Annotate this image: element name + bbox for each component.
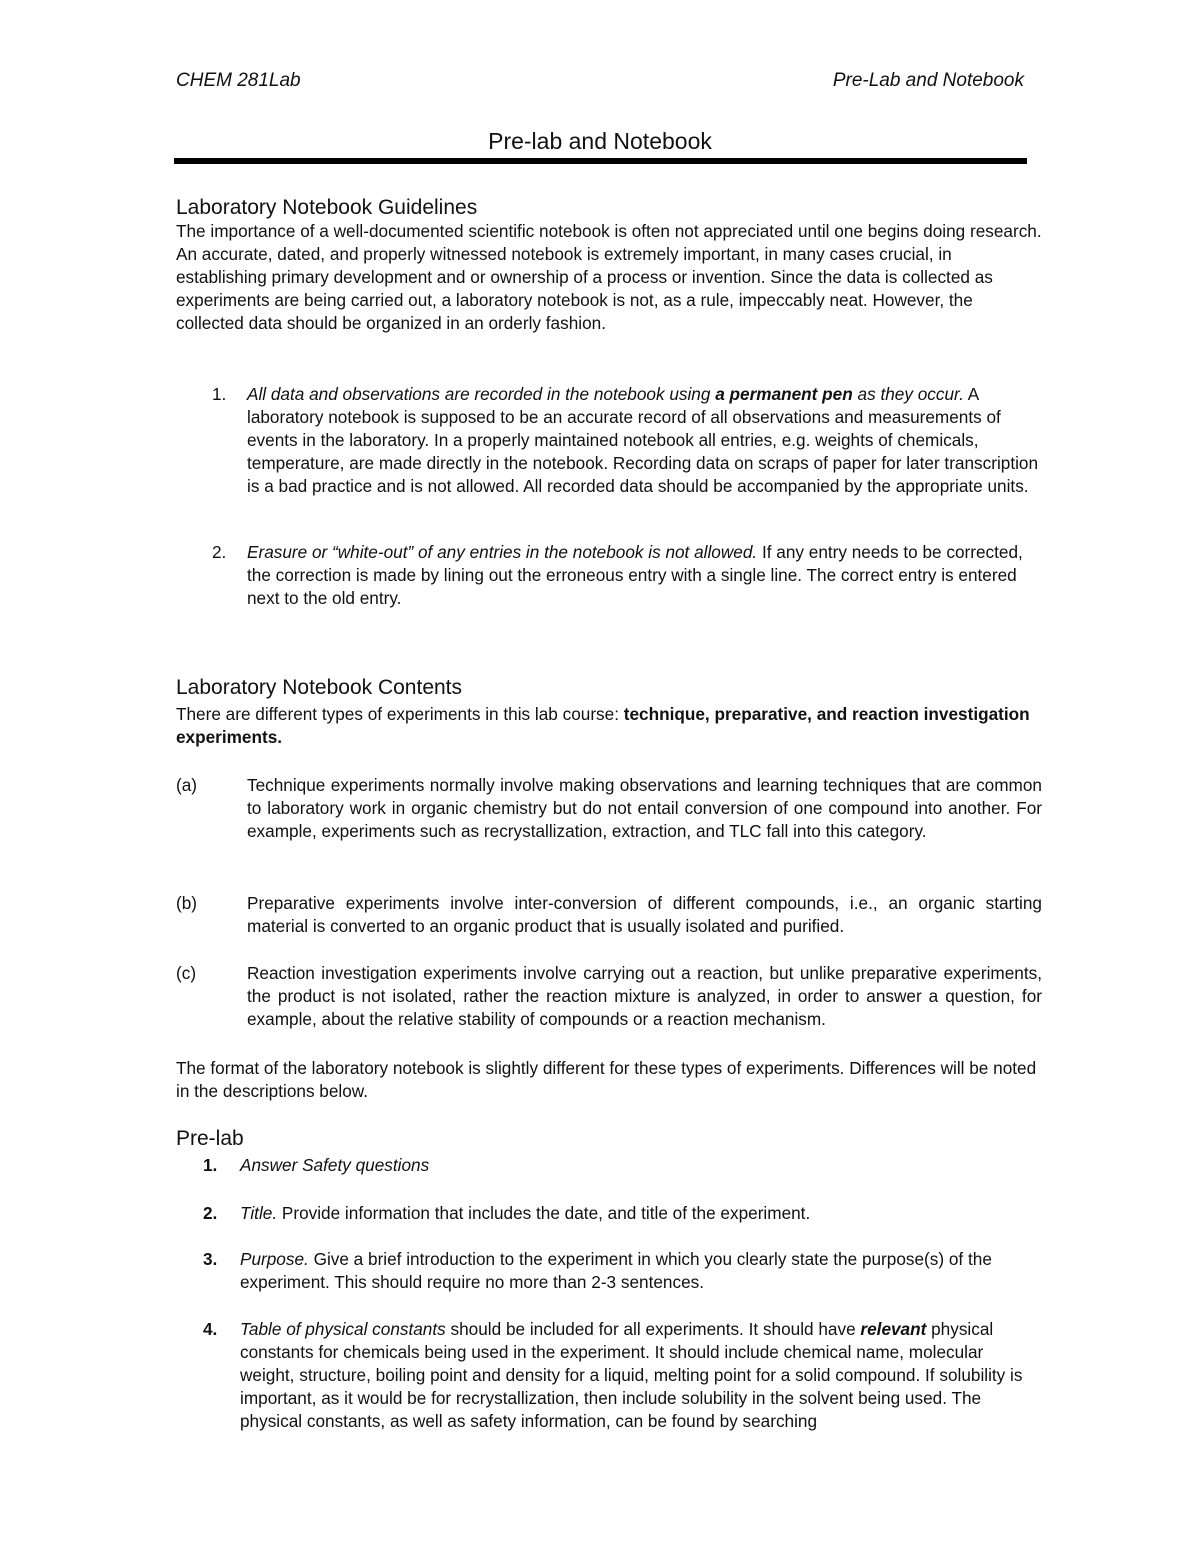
guideline-1-number: 1.	[212, 384, 227, 404]
prelab-item-4-text	[240, 1318, 1042, 1433]
prelab-item-2-lead: Title.	[240, 1203, 278, 1223]
guideline-1-text	[247, 383, 1042, 498]
prelab-item-3-lead: Purpose.	[240, 1249, 309, 1269]
contents-item-a-label: (a)	[176, 775, 198, 795]
prelab-item-4-bold: relevant	[860, 1319, 927, 1339]
prelab-item-2-rest: Provide information that includes the date, and title of the experiment.	[277, 1203, 811, 1223]
contents-intro	[176, 703, 1042, 749]
prelab-item-4-mid: should be included for all experiments. It should have	[445, 1319, 861, 1339]
guideline-2-text	[247, 541, 1042, 610]
prelab-item-1-lead: Answer Safety questions	[240, 1155, 430, 1175]
contents-closing: The format of the laboratory notebook is slightly different for these types of experiments. Differences will be noted in the descriptions below.	[176, 1058, 1037, 1101]
contents-item-b-label: (b)	[176, 893, 198, 913]
contents-heading: Laboratory Notebook Contents	[176, 676, 463, 699]
guideline-2-number: 2.	[212, 542, 227, 562]
prelab-item-1-text	[240, 1154, 1042, 1177]
page-title: Pre-lab and Notebook	[488, 128, 712, 154]
guideline-2-rest: If any entry needs to be corrected, the correction is made by lining out the erroneous entry with a single line. The correct entry is entered next to the old entry.	[247, 542, 1023, 608]
prelab-item-2-text	[240, 1202, 1042, 1225]
guideline-1-rest: A laboratory notebook is supposed to be an accurate record of all observations and measurements of events in the laboratory. In a properly maintained notebook all entries, e.g. weights of chemicals, temperature, are made directly in the notebook. Recording data on scraps of paper for later transcription is a bad practice and is not allowed. All recorded data should be accompanied by the appropriate units.	[247, 384, 1039, 496]
prelab-item-1-number: 1.	[203, 1155, 218, 1175]
contents-item-c-text: Reaction investigation experiments involve carrying out a reaction, but unlike preparative experiments, the product is not isolated, rather the reaction mixture is analyzed, in order to answer a question, for example, about the relative stability of compounds or a reaction mechanism.	[247, 963, 1042, 1029]
title-rule	[174, 158, 1027, 164]
prelab-item-3-text	[240, 1248, 1042, 1294]
prelab-item-3-number: 3.	[203, 1249, 218, 1269]
guidelines-heading: Laboratory Notebook Guidelines	[176, 196, 478, 219]
prelab-item-3-rest: Give a brief introduction to the experiment in which you clearly state the purpose(s) of the experiment. This should require no more than 2-3 sentences.	[240, 1249, 992, 1292]
contents-intro-text: There are different types of experiments in this lab course:	[176, 704, 624, 724]
guideline-1-lead-b: as they occur.	[852, 384, 964, 404]
prelab-item-4-number: 4.	[203, 1319, 218, 1339]
guidelines-intro: The importance of a well-documented scientific notebook is often not appreciated until one begins doing research. An accurate, dated, and properly witnessed notebook is extremely important, in many cases crucial, in establishing primary development and or ownership of a process or invention. Since the data is collected as experiments are being carried out, a laboratory notebook is not, as a rule, impeccably neat. However, the collected data should be organized in an orderly fashion.	[176, 221, 1042, 333]
contents-item-b-text: Preparative experiments involve inter-conversion of different compounds, i.e., an organic starting material is converted to an organic product that is usually isolated and purified.	[247, 893, 1042, 936]
guideline-1-lead-bold: a permanent pen	[715, 384, 853, 404]
contents-item-a-text: Technique experiments normally involve making observations and learning techniques that are common to laboratory work in organic chemistry but do not entail conversion of one compound into another. For example, experiments such as recrystallization, extraction, and TLC fall into this category.	[247, 775, 1042, 841]
prelab-item-4-lead: Table of physical constants	[240, 1319, 446, 1339]
guideline-2-lead: Erasure or “white-out” of any entries in the notebook is not allowed.	[247, 542, 758, 562]
prelab-item-4-rest: physical constants for chemicals being used in the experiment. It should include chemical name, molecular weight, structure, boiling point and density for a liquid, melting point for a solid compound. If solubility is important, as it would be for recrystallization, then include solubility in the solvent being used. The physical constants, as well as safety information, can be found by searching	[240, 1319, 1023, 1431]
guideline-1-lead-a: All data and observations are recorded in the notebook using	[247, 384, 716, 404]
contents-intro-bold: technique, preparative, and reaction investigation experiments.	[176, 704, 1030, 747]
prelab-item-2-number: 2.	[203, 1203, 218, 1223]
contents-item-c-label: (c)	[176, 963, 197, 983]
header-course: CHEM 281Lab	[176, 70, 301, 91]
header-section: Pre-Lab and Notebook	[832, 70, 1024, 91]
prelab-heading: Pre-lab	[176, 1127, 244, 1150]
